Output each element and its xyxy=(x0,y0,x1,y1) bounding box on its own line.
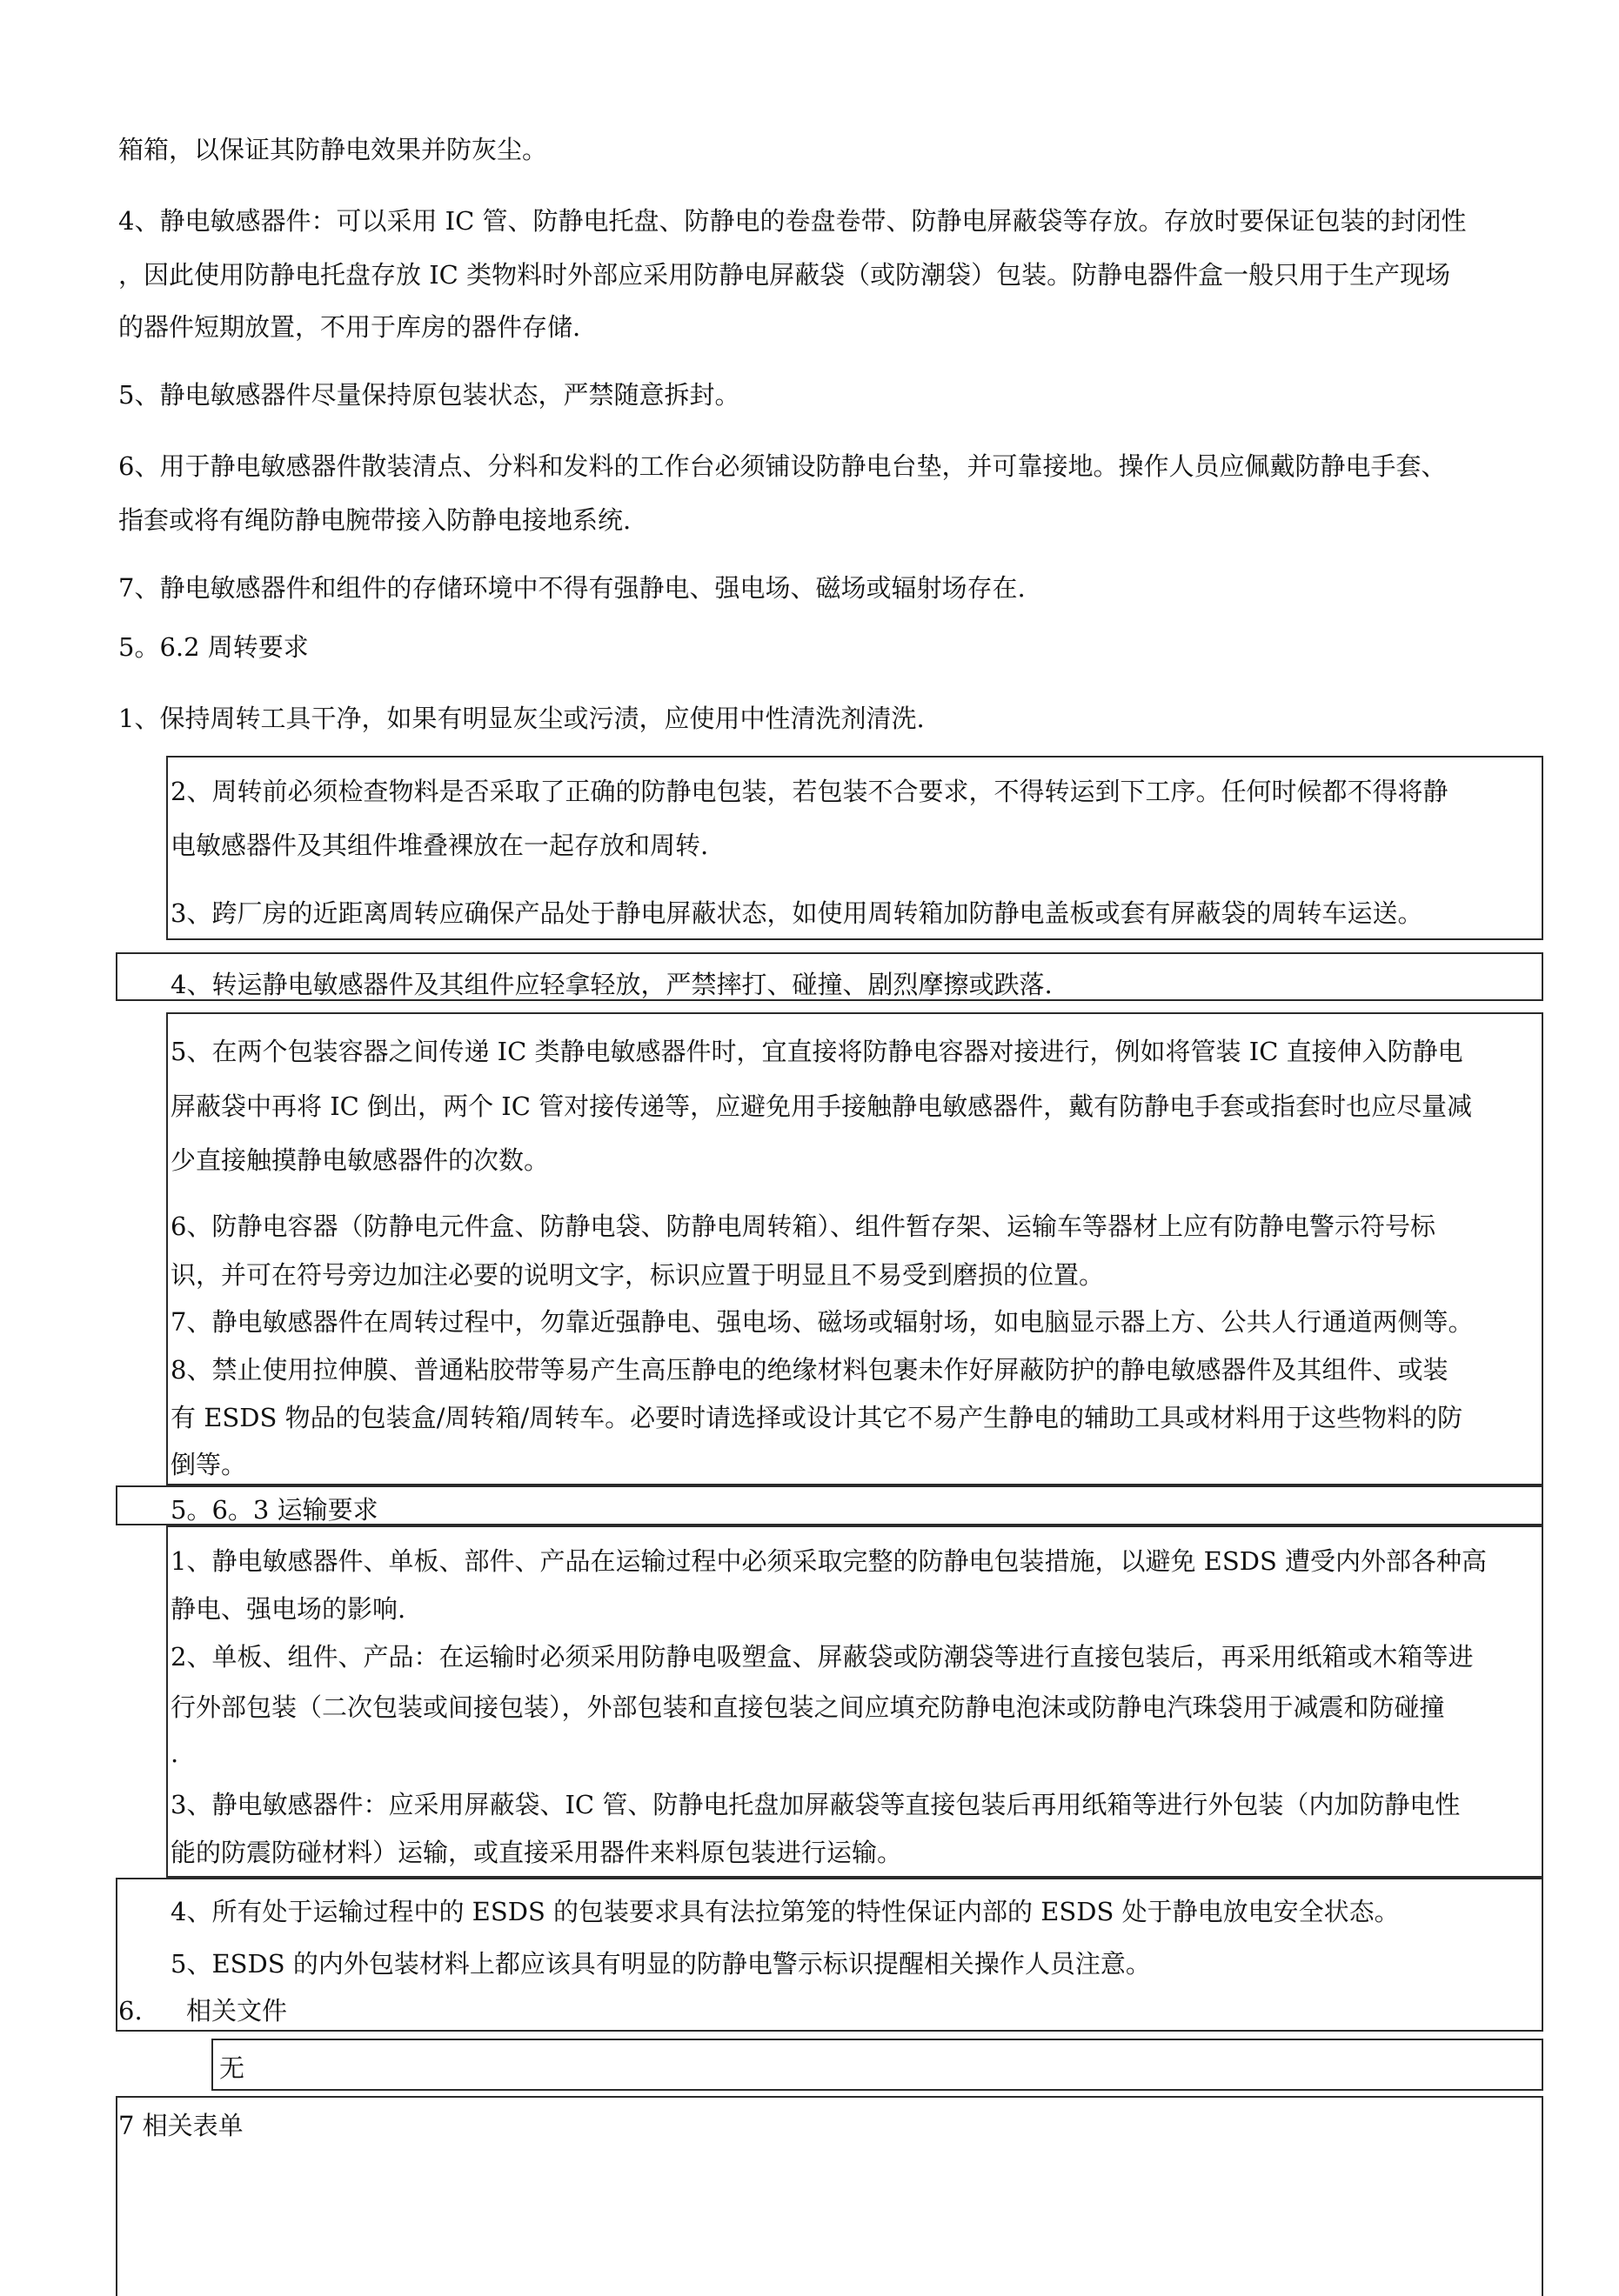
yunshu-item-2-line-1: 2、单板、组件、产品：在运输时必须采用防静电吸塑盒、屏蔽袋或防潮袋等进行直接包装后，再采用纸箱或木箱等进 xyxy=(171,1642,1474,1672)
frame-related-docs-content xyxy=(211,2039,1543,2091)
storage-item-4-line-3: 的器件短期放置，不用于库房的器件存储. xyxy=(118,312,581,342)
storage-item-4-line-1: 4、静电敏感器件：可以采用 IC 管、防静电托盘、防静电的卷盘卷带、防静电屏蔽袋等存放。存放时要保证包装的封闭性 xyxy=(118,206,1467,236)
zhouzhuan-item-6-line-2: 识，并可在符号旁边加注必要的说明文字，标识应置于明显且不易受到磨损的位置。 xyxy=(171,1260,1105,1290)
storage-item-4-line-2: ，因此使用防静电托盘存放 IC 类物料时外部应采用防静电屏蔽袋（或防潮袋）包装。防静电器件盒一般只用于生产现场 xyxy=(118,260,1451,290)
storage-item-6-line-1: 6、用于静电敏感器件散装清点、分料和发料的工作台必须铺设防静电台垫，并可靠接地。操作人员应佩戴防静电手套、 xyxy=(118,451,1447,481)
section-6-title: 相关文件 xyxy=(186,1996,288,2026)
section-heading-yunshu: 5。6。3 运输要求 xyxy=(171,1495,378,1525)
yunshu-item-1-line-1: 1、静电敏感器件、单板、部件、产品在运输过程中必须采取完整的防静电包装措施，以避免 ESDS 遭受内外部各种高 xyxy=(171,1546,1488,1576)
zhouzhuan-item-5-line-2: 屏蔽袋中再将 IC 倒出，两个 IC 管对接传递等，应避免用手接触静电敏感器件，戴有防静电手套或指套时也应尽量减 xyxy=(171,1091,1473,1121)
section-6-number: 6. xyxy=(118,1996,143,2026)
yunshu-item-3-line-2: 能的防震防碰材料）运输，或直接采用器件来料原包装进行运输。 xyxy=(171,1838,903,1867)
storage-item-5: 5、静电敏感器件尽量保持原包装状态，严禁随意拆封。 xyxy=(118,380,740,410)
yunshu-item-3-line-1: 3、静电敏感器件：应采用屏蔽袋、IC 管、防静电托盘加屏蔽袋等直接包装后再用纸箱等进行外包装（内加防静电性 xyxy=(171,1790,1461,1819)
yunshu-item-5: 5、ESDS 的内外包装材料上都应该具有明显的防静电警示标识提醒相关操作人员注意。 xyxy=(171,1949,1151,1979)
zhouzhuan-item-2-line-1: 2、周转前必须检查物料是否采取了正确的防静电包装，若包装不合要求，不得转运到下工序。任何时候都不得将静 xyxy=(171,777,1448,806)
yunshu-item-4: 4、所有处于运输过程中的 ESDS 的包装要求具有法拉第笼的特性保证内部的 ESDS 处于静电放电安全状态。 xyxy=(171,1897,1400,1926)
yunshu-item-2-line-2: 行外部包装（二次包装或间接包装），外部包装和直接包装之间应填充防静电泡沫或防静电汽珠袋用于减震和防碰撞 xyxy=(171,1692,1445,1722)
zhouzhuan-item-4: 4、转运静电敏感器件及其组件应轻拿轻放，严禁摔打、碰撞、剧烈摩擦或跌落. xyxy=(171,970,1053,999)
yunshu-item-1-line-2: 静电、强电场的影响. xyxy=(171,1594,406,1624)
yunshu-item-2-line-3: . xyxy=(171,1739,179,1768)
zhouzhuan-item-1: 1、保持周转工具干净，如果有明显灰尘或污渍，应使用中性清洗剂清洗. xyxy=(118,704,925,733)
storage-item-6-line-2: 指套或将有绳防静电腕带接入防静电接地系统. xyxy=(118,505,632,535)
related-docs-content: 无 xyxy=(219,2053,245,2083)
section-7-heading: 7 相关表单 xyxy=(118,2111,244,2140)
zhouzhuan-item-6-line-1: 6、防静电容器（防静电元件盒、防静电袋、防静电周转箱）、组件暂存架、运输车等器材上应有防静电警示符号标 xyxy=(171,1211,1435,1241)
storage-item-7: 7、静电敏感器件和组件的存储环境中不得有强静电、强电场、磁场或辐射场存在. xyxy=(118,573,1026,603)
frame-related-forms xyxy=(116,2096,1543,2296)
zhouzhuan-item-8-line-1: 8、禁止使用拉伸膜、普通粘胶带等易产生高压静电的绝缘材料包裹未作好屏蔽防护的静电敏感器件及其组件、或装 xyxy=(171,1355,1448,1385)
zhouzhuan-item-3: 3、跨厂房的近距离周转应确保产品处于静电屏蔽状态，如使用周转箱加防静电盖板或套有屏蔽袋的周转车运送。 xyxy=(171,898,1423,928)
zhouzhuan-item-8-line-3: 倒等。 xyxy=(171,1450,247,1479)
paragraph-continuation: 箱箱，以保证其防静电效果并防灰尘。 xyxy=(118,135,548,164)
zhouzhuan-item-5-line-3: 少直接触摸静电敏感器件的次数。 xyxy=(171,1145,550,1175)
zhouzhuan-item-2-line-2: 电敏感器件及其组件堆叠裸放在一起存放和周转. xyxy=(171,831,709,860)
zhouzhuan-item-8-line-2: 有 ESDS 物品的包装盒/周转箱/周转车。必要时请选择或设计其它不易产生静电的辅助工具或材料用于这些物料的防 xyxy=(171,1403,1463,1432)
zhouzhuan-item-7: 7、静电敏感器件在周转过程中，勿靠近强静电、强电场、磁场或辐射场，如电脑显示器上方、公共人行通道两侧等。 xyxy=(171,1307,1474,1337)
zhouzhuan-item-5-line-1: 5、在两个包装容器之间传递 IC 类静电敏感器件时，宜直接将防静电容器对接进行，例如将管装 IC 直接伸入防静电 xyxy=(171,1037,1463,1066)
section-heading-zhouzhuan: 5。6.2 周转要求 xyxy=(118,632,309,662)
